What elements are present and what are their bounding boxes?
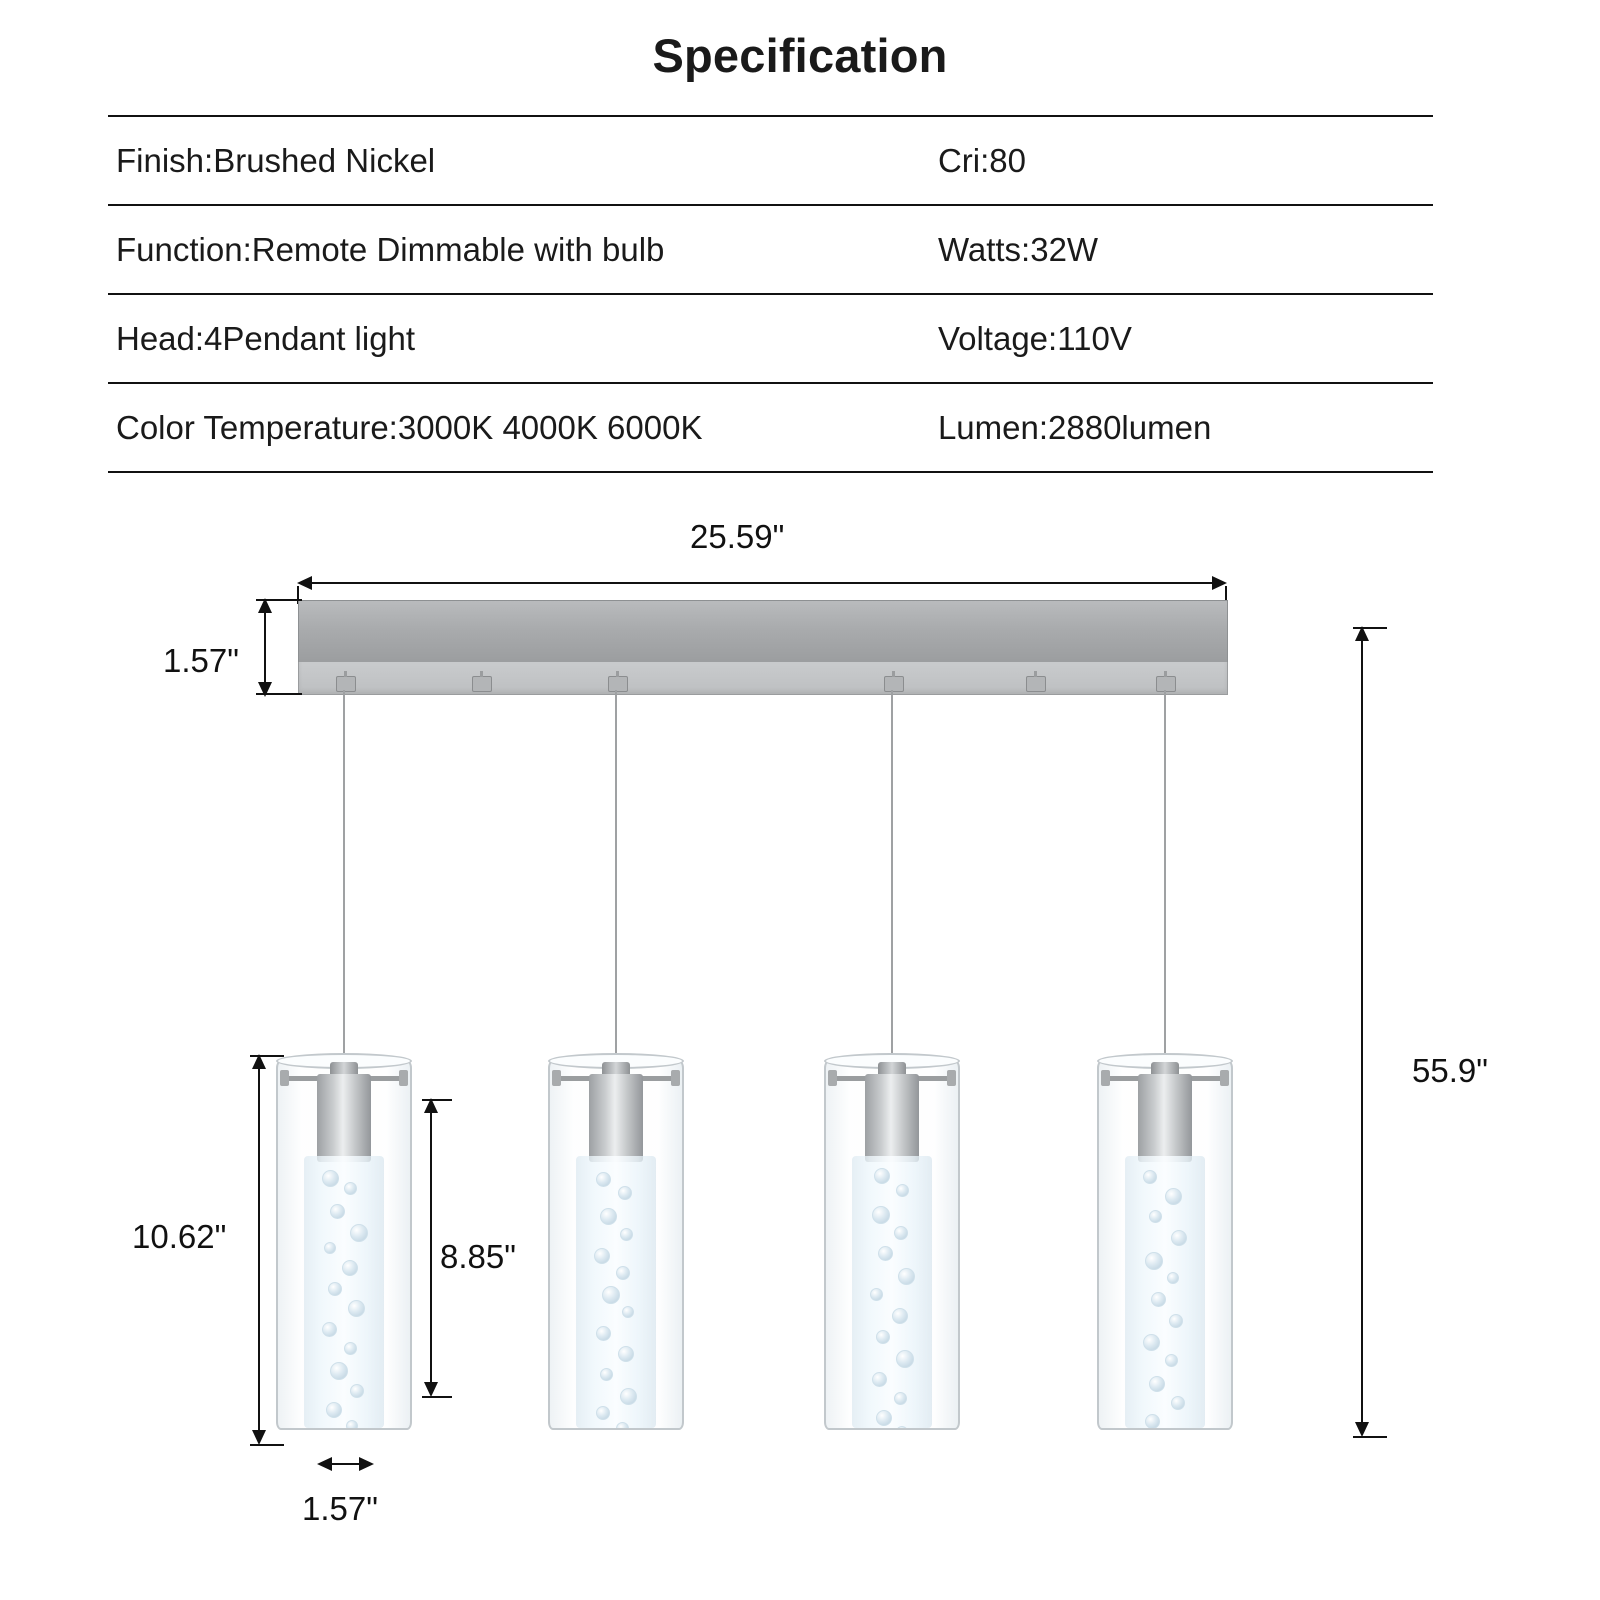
arrow-down-total-height [1355, 1422, 1369, 1437]
arrow-right-shade-diameter [359, 1457, 374, 1471]
table-row [108, 383, 1433, 472]
canopy-screw [336, 676, 356, 692]
mounting-clip-right [947, 1070, 956, 1086]
socket-collar [589, 1074, 643, 1162]
spec-cell-lumen: Lumen:2880lumen [924, 383, 1433, 472]
mounting-clip-right [1220, 1070, 1229, 1086]
mounting-clip-left [552, 1070, 561, 1086]
mounting-clip-right [671, 1070, 680, 1086]
page-title: Specification [652, 29, 948, 82]
dimension-label-shade-height: 10.62" [132, 1218, 227, 1255]
suspension-wire [343, 690, 345, 1065]
dimension-label-total-height: 55.9" [1412, 1052, 1488, 1089]
suspension-wire [891, 690, 893, 1065]
dimension-label-canopy-height: 1.57" [163, 642, 239, 679]
dimension-label-shade-diameter: 1.57" [302, 1490, 378, 1527]
specification-table [108, 115, 1433, 473]
tick-bulb-height-bottom [422, 1396, 452, 1398]
spec-cell-cri: Cri:80 [924, 116, 1433, 205]
tick-canopy-height-bottom [256, 693, 302, 695]
dimension-line-shade-diameter [330, 1463, 360, 1465]
table-row [108, 116, 1433, 205]
mounting-clip-right [399, 1070, 408, 1086]
table-row [108, 205, 1433, 294]
spec-cell-function: Function:Remote Dimmable with bulb [108, 205, 924, 294]
arrow-down-bulb-height [424, 1382, 438, 1397]
canopy-bar-underside [298, 662, 1228, 695]
tick-canopy-height-top [256, 599, 302, 601]
dimension-label-canopy-width: 25.59" [690, 518, 785, 555]
mounting-clip-left [280, 1070, 289, 1086]
tick-shade-height-top [250, 1055, 284, 1057]
canopy-screw [1156, 676, 1176, 692]
canopy-bar [298, 600, 1228, 664]
table-row [108, 294, 1433, 383]
socket-collar [1138, 1074, 1192, 1162]
tick-bulb-height-top [422, 1099, 452, 1101]
bubble-crystal-rod [576, 1156, 656, 1428]
spec-cell-finish: Finish:Brushed Nickel [108, 116, 924, 205]
suspension-wire [1164, 690, 1166, 1065]
canopy-screw [1026, 676, 1046, 692]
tick-total-height-top [1353, 627, 1387, 629]
spec-cell-watts: Watts:32W [924, 205, 1433, 294]
product-dimension-diagram [0, 500, 1600, 1600]
arrow-down-shade-height [252, 1430, 266, 1445]
arrow-left-canopy-width [297, 576, 312, 590]
arrow-left-shade-diameter [317, 1457, 332, 1471]
bubble-crystal-rod [852, 1156, 932, 1428]
suspension-wire [615, 690, 617, 1065]
mounting-clip-left [1101, 1070, 1110, 1086]
dimension-line-bulb-height [430, 1112, 432, 1390]
socket-collar [865, 1074, 919, 1162]
dimension-label-bulb-height: 8.85" [440, 1238, 516, 1275]
bubble-crystal-rod [1125, 1156, 1205, 1428]
canopy-screw [472, 676, 492, 692]
socket-collar [317, 1074, 371, 1162]
canopy-screw [608, 676, 628, 692]
canopy-screw [884, 676, 904, 692]
dimension-line-canopy-width [312, 582, 1212, 584]
dimension-line-canopy-height [264, 612, 266, 690]
dimension-line-total-height [1361, 640, 1363, 1430]
bubble-crystal-rod [304, 1156, 384, 1428]
mounting-clip-left [828, 1070, 837, 1086]
spec-cell-voltage: Voltage:110V [924, 294, 1433, 383]
spec-cell-color-temperature: Color Temperature:3000K 4000K 6000K [108, 383, 924, 472]
tick-total-height-bottom [1353, 1436, 1387, 1438]
tick-shade-height-bottom [250, 1444, 284, 1446]
spec-cell-head: Head:4Pendant light [108, 294, 924, 383]
dimension-line-shade-height [258, 1068, 260, 1438]
